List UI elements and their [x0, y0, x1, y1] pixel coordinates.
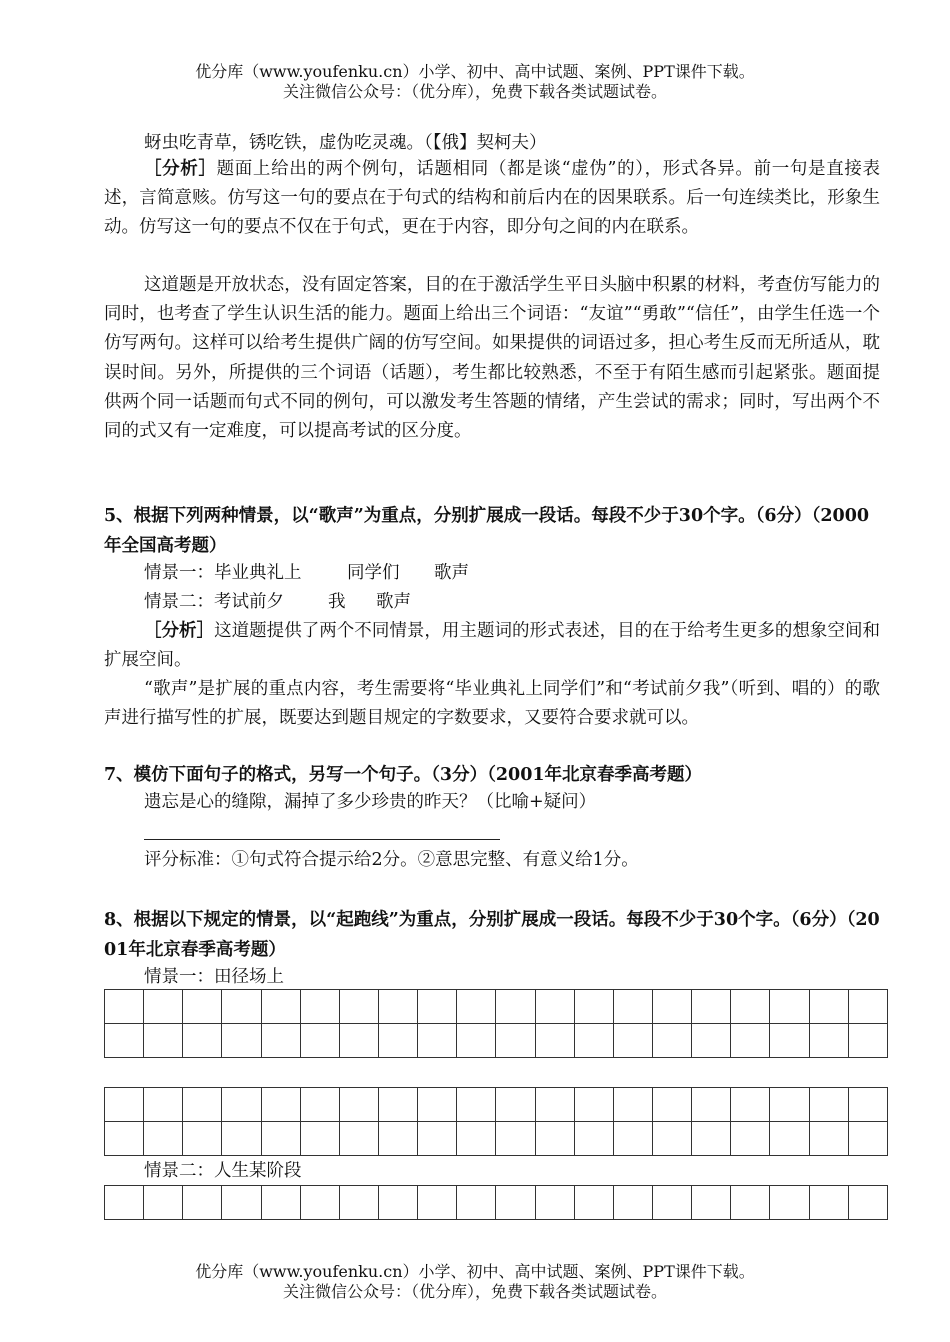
- writing-grid-3[interactable]: [104, 1185, 888, 1220]
- q7-example: 遗忘是心的缝隙，漏掉了多少珍贵的昨天？（比喻+疑问）: [144, 792, 597, 812]
- grid-cell[interactable]: [652, 1122, 691, 1156]
- grid-row: [105, 1088, 888, 1122]
- grid-cell[interactable]: [457, 1122, 496, 1156]
- grid-row: [105, 1024, 888, 1058]
- q5-scene-1: [144, 561, 469, 585]
- grid-cell[interactable]: [692, 1186, 731, 1220]
- grid-cell[interactable]: [574, 1024, 613, 1058]
- grid-cell[interactable]: [535, 1024, 574, 1058]
- footer-line-1: 优分库（www.youfenku.cn）小学、初中、高中试题、案例、PPT课件下载。: [195, 1262, 755, 1281]
- grid-cell[interactable]: [339, 1122, 378, 1156]
- grid-cell[interactable]: [418, 990, 457, 1024]
- grid-cell[interactable]: [848, 1024, 887, 1058]
- grid-cell[interactable]: [731, 1122, 770, 1156]
- grid-row: [105, 1122, 888, 1156]
- grid-cell[interactable]: [770, 1088, 809, 1122]
- grid-cell[interactable]: [731, 1024, 770, 1058]
- grid-cell[interactable]: [535, 1088, 574, 1122]
- grid-cell[interactable]: [378, 1024, 417, 1058]
- grid-cell[interactable]: [300, 1088, 339, 1122]
- grid-cell[interactable]: [809, 1088, 848, 1122]
- grid-cell[interactable]: [496, 990, 535, 1024]
- grid-cell[interactable]: [692, 1088, 731, 1122]
- grid-cell[interactable]: [339, 1088, 378, 1122]
- grid-cell[interactable]: [378, 1186, 417, 1220]
- grid-cell[interactable]: [652, 1024, 691, 1058]
- grid-cell[interactable]: [378, 1088, 417, 1122]
- writing-grid-2[interactable]: [104, 1087, 888, 1156]
- q5-scene-1-what: 歌声: [434, 563, 469, 583]
- grid-cell[interactable]: [300, 990, 339, 1024]
- writing-grid-1-body: [105, 990, 888, 1058]
- grid-row: [105, 990, 888, 1024]
- writing-grid-1[interactable]: [104, 989, 888, 1058]
- grid-cell[interactable]: [418, 1122, 457, 1156]
- grid-cell[interactable]: [261, 990, 300, 1024]
- grid-cell[interactable]: [848, 1122, 887, 1156]
- grid-cell[interactable]: [457, 1186, 496, 1220]
- grid-cell[interactable]: [731, 1088, 770, 1122]
- grid-cell[interactable]: [496, 1186, 535, 1220]
- writing-grid-3-body: [105, 1186, 888, 1220]
- grid-cell[interactable]: [809, 1122, 848, 1156]
- grid-cell[interactable]: [183, 1024, 222, 1058]
- grid-cell[interactable]: [848, 1088, 887, 1122]
- grid-cell[interactable]: [144, 1186, 183, 1220]
- grid-cell[interactable]: [496, 1088, 535, 1122]
- q5-scene-1-label: 情景一：毕业典礼上: [144, 563, 302, 583]
- grid-cell[interactable]: [418, 1186, 457, 1220]
- question-7-title: 7、模仿下面句子的格式，另写一个句子。（3分）（2001年北京春季高考题）: [104, 765, 703, 785]
- grid-cell[interactable]: [848, 1186, 887, 1220]
- grid-cell[interactable]: [848, 990, 887, 1024]
- grid-cell[interactable]: [183, 1088, 222, 1122]
- grid-cell[interactable]: [770, 1186, 809, 1220]
- grid-cell[interactable]: [378, 990, 417, 1024]
- q5-scene-2: [144, 590, 411, 614]
- grid-cell[interactable]: [261, 1122, 300, 1156]
- q7-answer-line[interactable]: [144, 839, 500, 840]
- grid-cell[interactable]: [222, 1186, 261, 1220]
- grid-cell[interactable]: [770, 1024, 809, 1058]
- analysis-text: 题面上给出的两个例句，话题相同（都是谈“虚伪”的），形式各异。前一句是直接表述，言简意赅。仿写这一句的要点在于句式的结构和前后内在的因果联系。后一句连续类比，形象生动。仿写这一句的要点不仅在于句式，更在于内容，即分句之间的内在联系。: [104, 159, 881, 238]
- grid-cell[interactable]: [105, 1024, 144, 1058]
- grid-cell[interactable]: [574, 1088, 613, 1122]
- grid-cell[interactable]: [613, 1122, 652, 1156]
- grid-cell[interactable]: [652, 990, 691, 1024]
- grid-cell[interactable]: [261, 1024, 300, 1058]
- q8-scene-2: 情景二：人生某阶段: [144, 1161, 302, 1181]
- grid-cell[interactable]: [809, 1024, 848, 1058]
- grid-cell[interactable]: [183, 990, 222, 1024]
- page-header: [0, 62, 950, 102]
- q5-analysis: [104, 617, 880, 675]
- q5-analysis-label: ［分析］: [144, 621, 215, 641]
- grid-cell[interactable]: [731, 990, 770, 1024]
- grid-cell[interactable]: [809, 990, 848, 1024]
- grid-cell[interactable]: [574, 1122, 613, 1156]
- grid-cell[interactable]: [105, 1122, 144, 1156]
- grid-cell[interactable]: [339, 990, 378, 1024]
- grid-cell[interactable]: [496, 1122, 535, 1156]
- grid-cell[interactable]: [770, 990, 809, 1024]
- grid-cell[interactable]: [692, 1122, 731, 1156]
- grid-cell[interactable]: [339, 1024, 378, 1058]
- grid-cell[interactable]: [261, 1088, 300, 1122]
- analysis-label: ［分析］: [144, 159, 217, 179]
- grid-cell[interactable]: [105, 990, 144, 1024]
- grid-cell[interactable]: [261, 1186, 300, 1220]
- grid-cell[interactable]: [613, 1024, 652, 1058]
- grid-cell[interactable]: [300, 1122, 339, 1156]
- grid-row: [105, 1186, 888, 1220]
- q5-analysis-text: 这道题提供了两个不同情景，用主题词的形式表述，目的在于给考生更多的想象空间和扩展空间。: [104, 621, 881, 671]
- grid-cell[interactable]: [535, 990, 574, 1024]
- grid-cell[interactable]: [144, 1088, 183, 1122]
- grid-cell[interactable]: [144, 1024, 183, 1058]
- header-line-2: 关注微信公众号：（优分库），免费下载各类试题试卷。: [282, 82, 667, 101]
- question-5-title: 5、根据下列两种情景，以“歌声”为重点，分别扩展成一段话。每段不少于30个字。（6分）（2000年全国高考题）: [104, 506, 870, 556]
- q5-scene-2-what: 歌声: [376, 592, 411, 612]
- grid-cell[interactable]: [457, 1088, 496, 1122]
- grid-cell[interactable]: [613, 990, 652, 1024]
- grid-cell[interactable]: [770, 1122, 809, 1156]
- grid-cell[interactable]: [535, 1186, 574, 1220]
- grid-cell[interactable]: [692, 1024, 731, 1058]
- footer-line-2: 关注微信公众号：（优分库），免费下载各类试题试卷。: [282, 1282, 667, 1301]
- grid-cell[interactable]: [222, 990, 261, 1024]
- page-footer: [0, 1262, 950, 1302]
- q5-paragraph-2: “歌声”是扩展的重点内容，考生需要将“毕业典礼上同学们”和“考试前夕我”（听到、唱的）的歌声进行描写性的扩展，既要达到题目规定的字数要求，又要符合要求就可以。: [104, 679, 880, 729]
- grid-cell[interactable]: [496, 1024, 535, 1058]
- grid-cell[interactable]: [222, 1122, 261, 1156]
- grid-cell[interactable]: [378, 1122, 417, 1156]
- grid-cell[interactable]: [418, 1024, 457, 1058]
- question-8-title: 8、根据以下规定的情景，以“起跑线”为重点，分别扩展成一段话。每段不少于30个字。（6分）（2001年北京春季高考题）: [104, 910, 880, 960]
- grid-cell[interactable]: [144, 990, 183, 1024]
- grid-cell[interactable]: [144, 1122, 183, 1156]
- grid-cell[interactable]: [418, 1088, 457, 1122]
- grid-cell[interactable]: [457, 1024, 496, 1058]
- q5-scene-2-label: 情景二：考试前夕: [144, 592, 284, 612]
- grid-cell[interactable]: [457, 990, 496, 1024]
- header-line-1: 优分库（www.youfenku.cn）小学、初中、高中试题、案例、PPT课件下载。: [195, 62, 755, 81]
- q7-scoring: 评分标准：①句式符合提示给2分。②意思完整、有意义给1分。: [144, 850, 639, 870]
- grid-cell[interactable]: [652, 1186, 691, 1220]
- grid-cell[interactable]: [300, 1024, 339, 1058]
- q5-scene-2-who: 我: [328, 592, 346, 612]
- grid-cell[interactable]: [574, 1186, 613, 1220]
- analysis-paragraph-a: [104, 155, 880, 243]
- grid-cell[interactable]: [652, 1088, 691, 1122]
- q5-scene-1-who: 同学们: [347, 563, 400, 583]
- grid-cell[interactable]: [339, 1186, 378, 1220]
- example-quote: 蚜虫吃青草，锈吃铁，虚伪吃灵魂。（【俄】契柯夫）: [144, 133, 547, 153]
- grid-cell[interactable]: [183, 1186, 222, 1220]
- grid-cell[interactable]: [574, 990, 613, 1024]
- grid-cell[interactable]: [692, 990, 731, 1024]
- grid-cell[interactable]: [300, 1186, 339, 1220]
- grid-cell[interactable]: [731, 1186, 770, 1220]
- grid-cell[interactable]: [105, 1088, 144, 1122]
- grid-cell[interactable]: [613, 1088, 652, 1122]
- grid-cell[interactable]: [222, 1088, 261, 1122]
- grid-cell[interactable]: [222, 1024, 261, 1058]
- grid-cell[interactable]: [105, 1186, 144, 1220]
- analysis-paragraph-a2: 这道题是开放状态，没有固定答案，目的在于激活学生平日头脑中积累的材料，考查仿写能力的同时，也考查了学生认识生活的能力。题面上给出三个词语：“友谊”“勇敢”“信任”，由学生任选一个仿写两句。这样可以给考生提供广阔的仿写空间。如果提供的词语过多，担心考生反而无所适从，耽误时间。另外，所提供的三个词语（话题），考生都比较熟悉，不至于有陌生感而引起紧张。题面提供两个同一话题而句式不同的例句，可以激发考生答题的情绪，产生尝试的需求；同时，写出两个不同的式又有一定难度，可以提高考试的区分度。: [104, 275, 880, 442]
- grid-cell[interactable]: [809, 1186, 848, 1220]
- q8-scene-1: 情景一：田径场上: [144, 967, 284, 987]
- grid-cell[interactable]: [183, 1122, 222, 1156]
- writing-grid-2-body: [105, 1088, 888, 1156]
- grid-cell[interactable]: [535, 1122, 574, 1156]
- grid-cell[interactable]: [613, 1186, 652, 1220]
